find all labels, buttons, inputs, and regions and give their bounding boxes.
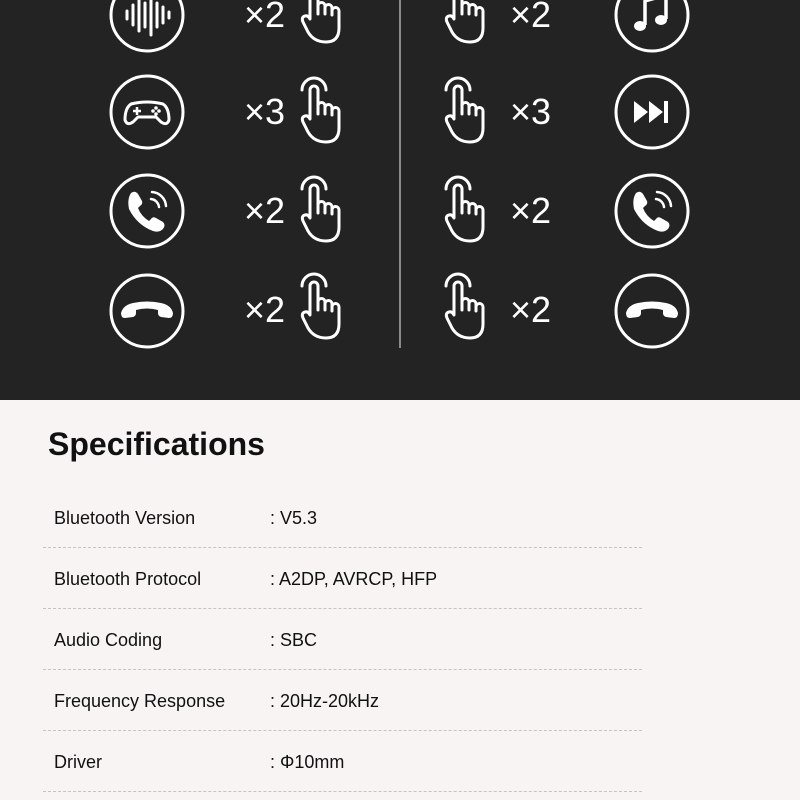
spec-value: : Φ10mm: [270, 752, 345, 772]
tap-hand-icon: [298, 175, 354, 247]
left-tap-count: ×2: [244, 0, 286, 35]
tap-hand-icon: [298, 0, 354, 48]
spec-row: [43, 486, 642, 548]
spec-label: Frequency Response: [54, 691, 226, 711]
voice-assistant-icon: [109, 0, 185, 53]
spec-row: [43, 547, 642, 609]
phone-hangup-icon: [109, 273, 185, 349]
spec-row: [43, 669, 642, 731]
specifications-section: [0, 400, 800, 800]
spec-label: Audio Coding: [54, 630, 163, 650]
tap-hand-icon: [442, 0, 498, 48]
spec-label: Driver: [54, 752, 102, 772]
next-track-icon: [614, 74, 690, 150]
specifications-title: Specifications: [48, 426, 265, 462]
spec-value: : V5.3: [270, 508, 318, 528]
tap-hand-icon: [442, 272, 498, 344]
spec-row: [43, 608, 642, 670]
right-tap-count: ×2: [510, 289, 552, 330]
spec-value: : A2DP, AVRCP, HFP: [270, 569, 438, 589]
left-tap-count: ×2: [244, 289, 286, 330]
spec-label: Bluetooth Protocol: [54, 569, 202, 589]
spec-row: [43, 730, 642, 792]
tap-hand-icon: [298, 76, 354, 148]
center-divider: [399, 0, 401, 348]
spec-value: : 20Hz-20kHz: [270, 691, 380, 711]
spec-label: Bluetooth Version: [54, 508, 196, 528]
phone-answer-icon: [614, 173, 690, 249]
tap-hand-icon: [442, 175, 498, 247]
right-tap-count: ×2: [510, 0, 552, 35]
right-tap-count: ×3: [510, 91, 552, 132]
phone-hangup-icon: [614, 273, 690, 349]
music-note-icon: [614, 0, 690, 53]
spec-value: : SBC: [270, 630, 318, 650]
phone-answer-icon: [109, 173, 185, 249]
gamepad-icon: [109, 74, 185, 150]
left-tap-count: ×3: [244, 91, 286, 132]
left-tap-count: ×2: [244, 190, 286, 231]
tap-hand-icon: [298, 272, 354, 344]
tap-hand-icon: [442, 76, 498, 148]
right-tap-count: ×2: [510, 190, 552, 231]
